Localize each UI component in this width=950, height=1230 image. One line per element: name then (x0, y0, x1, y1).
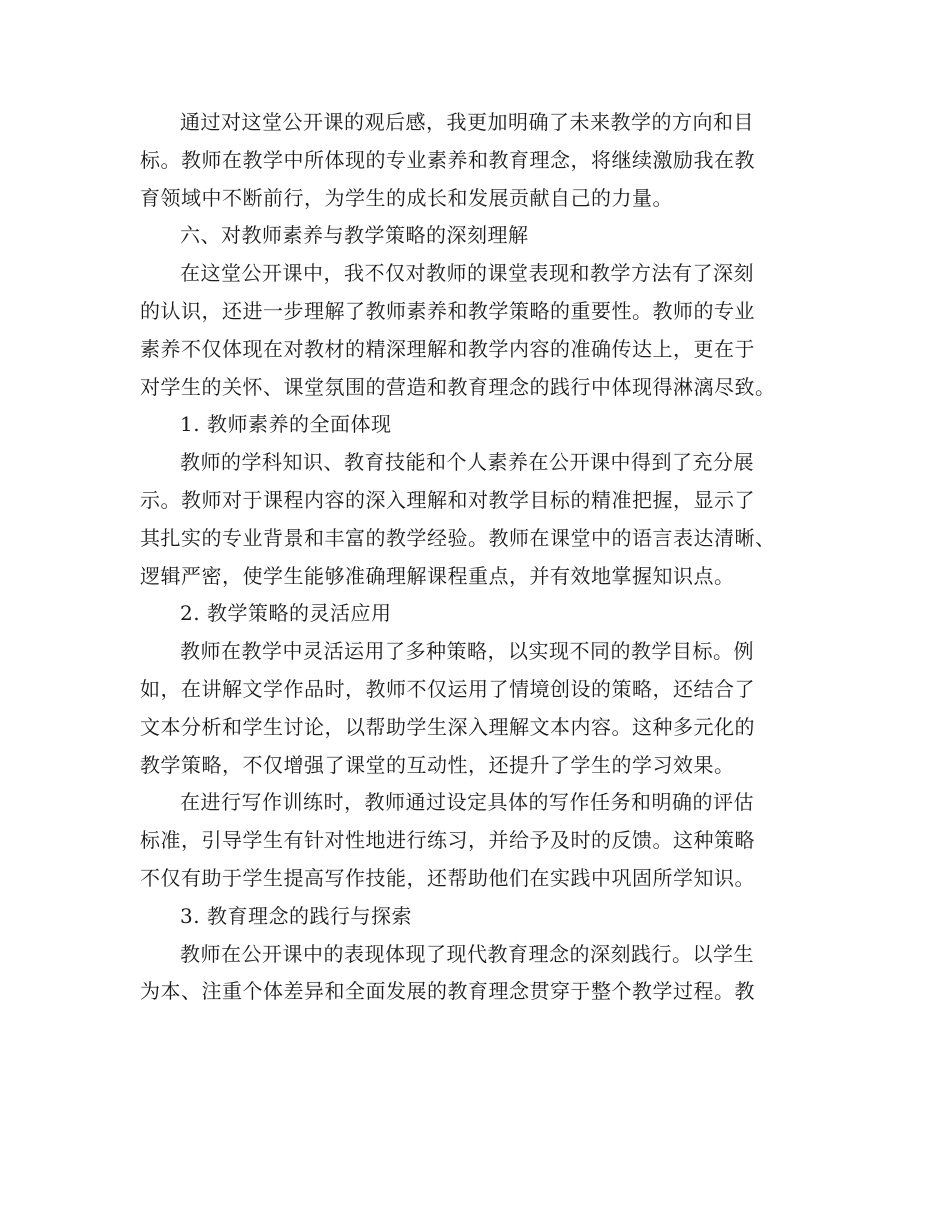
section-heading-six: 六、对教师素养与教学策略的深刻理解 (180, 223, 529, 248)
paragraph-teacher-quality: 教师的学科知识、教育技能和个人素养在公开课中得到了充分展 示。教师对于课程内容的深入理解和对教学目标的精准把握，显示了 其扎实的专业背景和丰富的教学经验。教师在课堂中的语言表达清晰、 逻辑严密，使学生能够准确理解课程重点，并有效地掌握知识点。 (140, 450, 776, 588)
paragraph-writing-training: 在进行写作训练时，教师通过设定具体的写作任务和明确的评估 标准，引导学生有针对性地进行练习，并给予及时的反馈。这种策略 不仅有助于学生提高写作技能，还帮助他们在实践中巩固所学知识。 (140, 790, 755, 890)
subheading-1: 1. 教师素养的全面体现 (180, 412, 392, 437)
paragraph-teaching-strategy: 教师在教学中灵活运用了多种策略，以实现不同的教学目标。例 如，在讲解文学作品时，教师不仅运用了情境创设的策略，还结合了 文本分析和学生讨论，以帮助学生深入理解文本内容。这种多元化的 教学策略，不仅增强了课堂的互动性，还提升了学生的学习效果。 (140, 639, 755, 777)
document-body (140, 104, 830, 1011)
paragraph-section-intro: 在这堂公开课中，我不仅对教师的课堂表现和教学方法有了深刻 的认识，还进一步理解了教师素养和教学策略的重要性。教师的专业 素养不仅体现在对教材的精深理解和教学内容的准确传达上，更在于 对学生的关怀、课堂氛围的营造和教育理念的践行中体现得淋漓尽致。 (140, 261, 776, 399)
paragraph-conclusion: 通过对这堂公开课的观后感，我更加明确了未来教学的方向和目 标。教师在教学中所体现的专业素养和教育理念，将继续激励我在教 育领域中不断前行，为学生的成长和发展贡献自己的力量。 (140, 110, 755, 210)
subheading-2: 2. 教学策略的灵活应用 (180, 601, 392, 626)
paragraph-education-philosophy: 教师在公开课中的表现体现了现代教育理念的深刻践行。以学生 为本、注重个体差异和全面发展的教育理念贯穿于整个教学过程。教 (140, 941, 755, 1004)
subheading-3: 3. 教育理念的践行与探索 (180, 903, 412, 928)
